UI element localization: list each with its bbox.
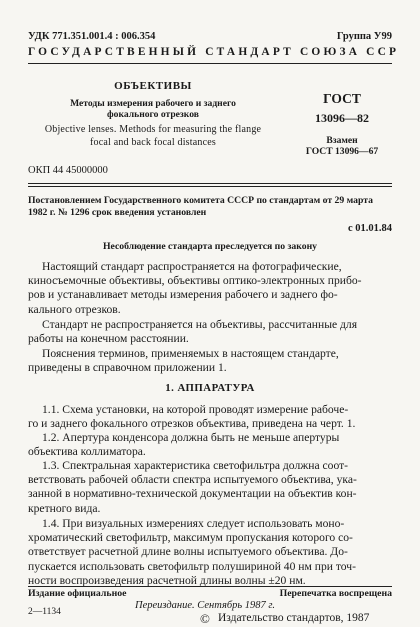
document-title: ОБЪЕКТИВЫ bbox=[114, 80, 192, 92]
replaces-label: Взамен bbox=[326, 135, 358, 146]
publisher: Издательство стандартов, 1987 bbox=[218, 612, 370, 624]
reprint-prohibited: Перепечатка воспрещена bbox=[279, 588, 392, 599]
print-code: 2—1134 bbox=[28, 607, 61, 617]
decree-line-2: 1982 г. № 1296 срок введения установлен bbox=[28, 207, 207, 218]
reissue-note: Переиздание. Сентябрь 1987 г. bbox=[135, 600, 275, 611]
section-paragraph-1-4: 1.4. При визуальных измерениях следует использовать моно- хроматический светофильтр, максимум пропускания которого со- ответствует расчетной длине волны испытуемого объектива. До- пускается использовать светофильтр полушириной 40 нм при точ- ности воспроизведения расчетной длины волны ±20 нм. bbox=[28, 517, 356, 587]
section-paragraph-1-3: 1.3. Спектральная характеристика светофильтра должна соот- ветствовать рабочей области спектра испытуемого объектива, ука- занной в нормативно-технической документации на объектив кон- кретного вида. bbox=[28, 459, 357, 515]
group-code: Группа У99 bbox=[336, 31, 392, 42]
section-paragraph-1-2: 1.2. Апертура конденсора должна быть не меньше апертуры объектива коллиматора. bbox=[28, 431, 340, 459]
official-edition: Издание официальное bbox=[28, 588, 127, 599]
copyright-icon: © bbox=[200, 611, 210, 626]
state-standard-banner: ГОСУДАРСТВЕННЫЙ СТАНДАРТ СОЮЗА ССР bbox=[28, 46, 400, 58]
title-divider bbox=[28, 183, 392, 184]
subtitle-line-1: Методы измерения рабочего и заднего bbox=[70, 98, 236, 109]
section-title: 1. АППАРАТУРА bbox=[165, 382, 255, 394]
intro-paragraph-2: Стандарт не распространяется на объективы, рассчитанные для работы на конечном расстоянии. bbox=[28, 318, 358, 346]
udc-code: УДК 771.351.001.4 : 006.354 bbox=[28, 31, 156, 42]
decree-line-1: Постановлением Государственного комитета СССР по стандартам от 29 марта bbox=[28, 195, 373, 206]
english-title-line-1: Objective lenses. Methods for measuring the flange bbox=[44, 124, 262, 135]
intro-paragraph-3: Пояснения терминов, применяемых в настоящем стандарте, приведены в справочном приложении 1. bbox=[28, 347, 339, 375]
okp-code: ОКП 44 45000000 bbox=[28, 165, 108, 176]
gost-number: 13096—82 bbox=[315, 111, 369, 125]
compliance-notice: Несоблюдение стандарта преследуется по закону bbox=[102, 241, 317, 252]
intro-paragraph-1: Настоящий стандарт распространяется на фотографические, киносъемочные объективы, объективы оптико-электронных прибо- ров и устанавливает методы измерения рабочего и заднего фо- кального отрезков. bbox=[28, 260, 362, 316]
footer-divider bbox=[28, 586, 392, 587]
section-paragraph-1-1: 1.1. Схема установки, на которой проводят измерение рабоче- го и заднего фокального отрезков объектива, приведена на черт. 1. bbox=[28, 403, 356, 431]
gost-label: ГОСТ bbox=[323, 91, 361, 106]
effective-date: с 01.01.84 bbox=[347, 223, 392, 234]
replaces-number: ГОСТ 13096—67 bbox=[305, 146, 379, 157]
title-divider-second bbox=[28, 186, 392, 187]
header-divider bbox=[28, 63, 392, 64]
subtitle-line-2: фокального отрезков bbox=[107, 109, 199, 120]
english-title-line-2: focal and back focal distances bbox=[90, 137, 216, 148]
